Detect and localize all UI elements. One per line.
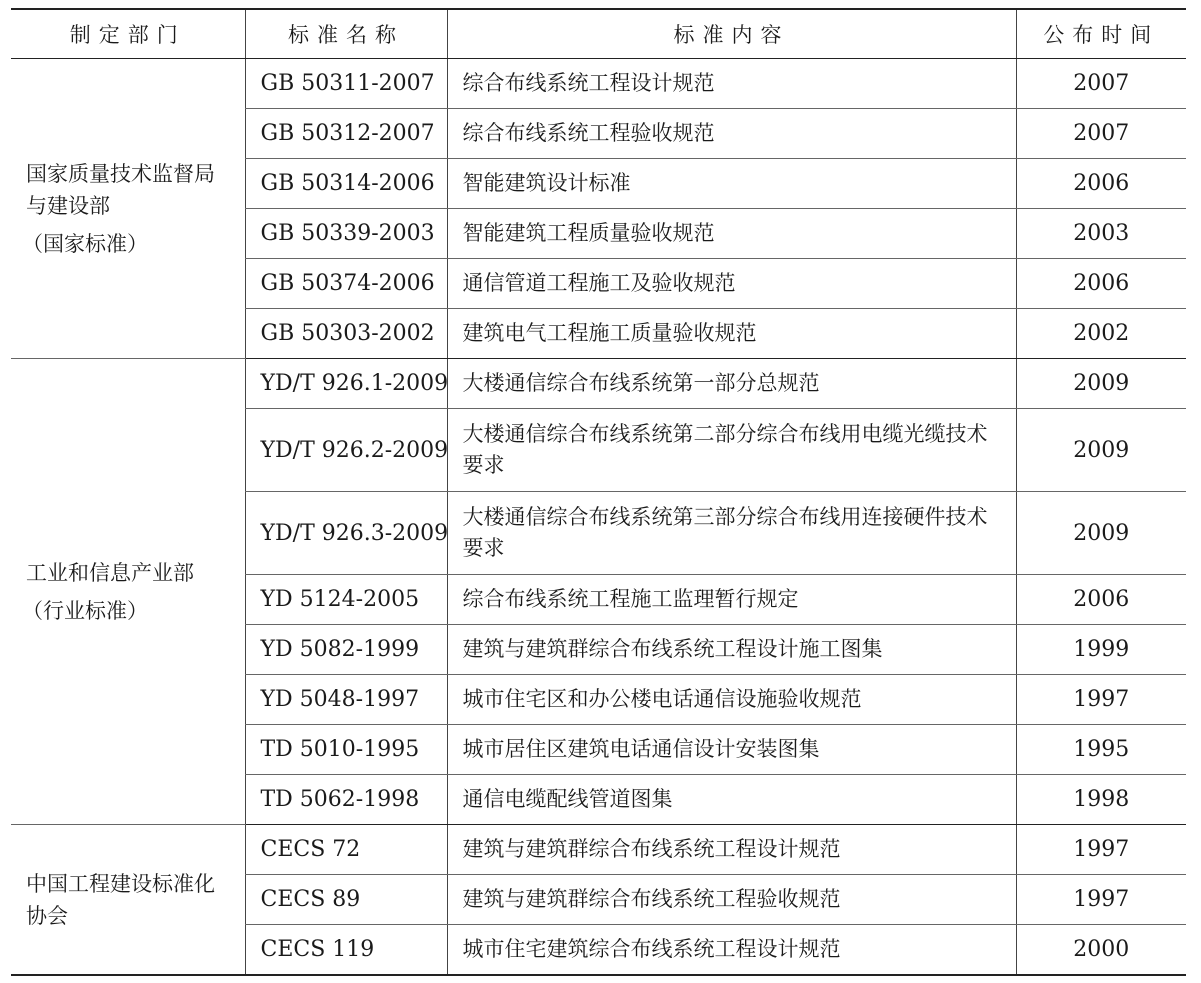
standard-content: 城市住宅建筑综合布线系统工程设计规范	[447, 925, 1016, 976]
standard-content: 建筑与建筑群综合布线系统工程设计规范	[447, 825, 1016, 875]
standard-code: GB 50311-2007	[245, 59, 447, 109]
standard-content: 建筑与建筑群综合布线系统工程验收规范	[447, 875, 1016, 925]
publish-year: 2000	[1016, 925, 1186, 976]
header-row	[11, 9, 1186, 59]
standard-code: YD/T 926.2-2009	[245, 409, 447, 492]
standard-code: YD/T 926.1-2009	[245, 359, 447, 409]
standard-code: YD 5124-2005	[245, 575, 447, 625]
publish-year: 2009	[1016, 492, 1186, 575]
standard-code: YD 5082-1999	[245, 625, 447, 675]
standard-code: CECS 72	[245, 825, 447, 875]
standard-content: 大楼通信综合布线系统第二部分综合布线用电缆光缆技术要求	[447, 409, 1016, 492]
standard-content: 综合布线系统工程施工监理暂行规定	[447, 575, 1016, 625]
dept-category: （行业标准）	[22, 598, 148, 623]
dept-name: 工业和信息产业部	[26, 560, 194, 585]
dept-cell	[11, 359, 245, 825]
standard-code: GB 50314-2006	[245, 159, 447, 209]
publish-year: 2009	[1016, 359, 1186, 409]
publish-year: 2003	[1016, 209, 1186, 259]
publish-year: 2006	[1016, 259, 1186, 309]
standard-code: CECS 89	[245, 875, 447, 925]
publish-year: 1997	[1016, 675, 1186, 725]
standard-code: GB 50339-2003	[245, 209, 447, 259]
publish-year: 2009	[1016, 409, 1186, 492]
publish-year: 1997	[1016, 875, 1186, 925]
dept-category: （国家标准）	[22, 231, 148, 256]
standard-code: GB 50303-2002	[245, 309, 447, 359]
dept-name: 中国工程建设标准化协会	[26, 871, 215, 928]
standards-table	[11, 8, 1186, 976]
table-row	[11, 59, 1186, 109]
standard-content: 大楼通信综合布线系统第三部分综合布线用连接硬件技术要求	[447, 492, 1016, 575]
publish-year: 1998	[1016, 775, 1186, 825]
publish-year: 2006	[1016, 159, 1186, 209]
standard-content: 通信管道工程施工及验收规范	[447, 259, 1016, 309]
header-name: 标准名称	[245, 9, 447, 59]
standard-code: TD 5010-1995	[245, 725, 447, 775]
standard-code: GB 50312-2007	[245, 109, 447, 159]
standard-code: GB 50374-2006	[245, 259, 447, 309]
publish-year: 2002	[1016, 309, 1186, 359]
publish-year: 1995	[1016, 725, 1186, 775]
standard-content: 城市住宅区和办公楼电话通信设施验收规范	[447, 675, 1016, 725]
publish-year: 1999	[1016, 625, 1186, 675]
dept-name: 国家质量技术监督局与建设部	[26, 161, 215, 218]
standard-content: 建筑电气工程施工质量验收规范	[447, 309, 1016, 359]
publish-year: 2007	[1016, 109, 1186, 159]
standard-code: TD 5062-1998	[245, 775, 447, 825]
standard-code: CECS 119	[245, 925, 447, 976]
header-dept: 制定部门	[11, 9, 245, 59]
standard-content: 建筑与建筑群综合布线系统工程设计施工图集	[447, 625, 1016, 675]
standard-code: YD 5048-1997	[245, 675, 447, 725]
standard-content: 综合布线系统工程验收规范	[447, 109, 1016, 159]
header-year: 公布时间	[1016, 9, 1186, 59]
standard-content: 智能建筑设计标准	[447, 159, 1016, 209]
standard-content: 综合布线系统工程设计规范	[447, 59, 1016, 109]
publish-year: 2007	[1016, 59, 1186, 109]
table-row	[11, 359, 1186, 409]
standard-content: 大楼通信综合布线系统第一部分总规范	[447, 359, 1016, 409]
standard-content: 智能建筑工程质量验收规范	[447, 209, 1016, 259]
standard-content: 城市居住区建筑电话通信设计安装图集	[447, 725, 1016, 775]
standard-code: YD/T 926.3-2009	[245, 492, 447, 575]
publish-year: 2006	[1016, 575, 1186, 625]
dept-cell	[11, 59, 245, 359]
publish-year: 1997	[1016, 825, 1186, 875]
table-row	[11, 825, 1186, 875]
header-content: 标准内容	[447, 9, 1016, 59]
standard-content: 通信电缆配线管道图集	[447, 775, 1016, 825]
dept-cell	[11, 825, 245, 976]
